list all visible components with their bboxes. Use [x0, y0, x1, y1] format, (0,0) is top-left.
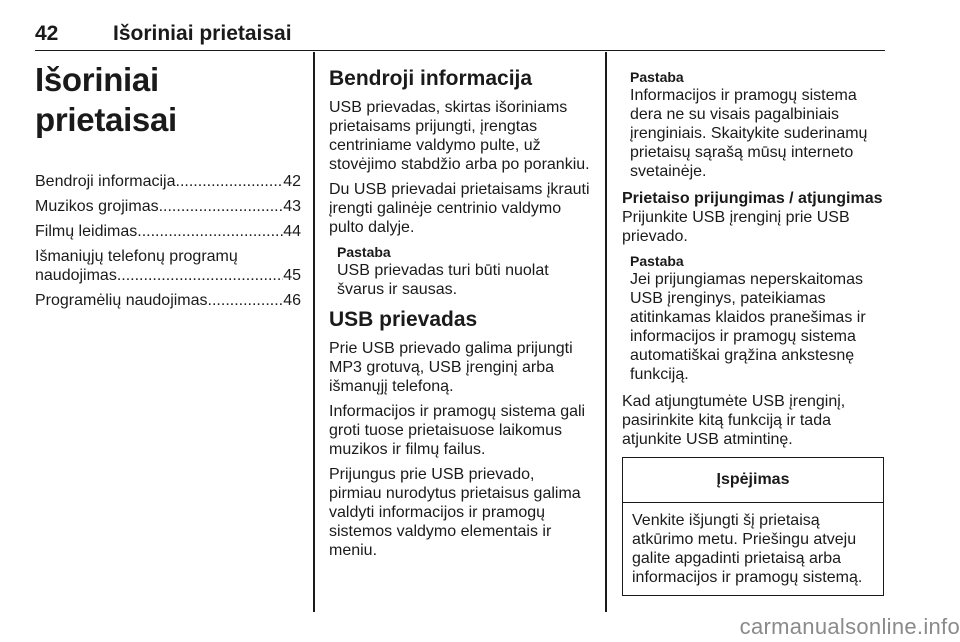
section-title: Bendroji informacija — [329, 67, 533, 90]
toc-entry-page: 45 — [283, 267, 301, 284]
note-box — [630, 252, 884, 384]
column-divider — [605, 52, 607, 612]
warning-title: Įspėjimas — [623, 458, 883, 503]
toc-entry[interactable] — [35, 197, 301, 216]
toc-entry-label: naudojimas — [35, 267, 117, 284]
content-column-3 — [622, 60, 884, 596]
paragraph: Prie USB prievado galima prijungti MP3 grotuvą, USB įrenginį arba išmanųjį telefoną. — [329, 340, 573, 395]
note-text: USB prievadas turi būti nuolat švarus ir sausas. — [337, 262, 549, 298]
toc-entry-page: 42 — [283, 173, 301, 190]
note-text: Jei prijungiamas neperskaitomas USB įrenginys, pateikiamas atitinkamas klaidos pranešimas ir informacijos ir pramogų sistema automatiškai grąžina ankstesnę funkciją. — [630, 271, 866, 383]
subsection-title: USB prievadas — [329, 308, 478, 331]
toc-entry[interactable] — [35, 247, 301, 285]
paragraph: Du USB prievadai prietaisams įkrauti įrengti galinėje centrinio valdymo pulto dalyje. — [329, 181, 590, 236]
toc-entry-label: Filmų leidimas — [35, 223, 138, 240]
toc-entry-page: 43 — [283, 198, 301, 215]
toc-entry-page: 46 — [283, 292, 301, 309]
toc-entry[interactable] — [35, 172, 301, 191]
paragraph: Prijunkite USB įrenginį prie USB prievado. — [622, 209, 850, 245]
warning-text: Venkite išjungti šį prietaisą atkūrimo metu. Priešingu atveju galite apgadinti prietaisą arba informacijos ir pramogų sistemą. — [632, 512, 863, 586]
note-box — [630, 68, 884, 181]
paragraph: USB prievadas, skirtas išoriniams prietaisams prijungti, įrengtas centriniame valdymo pulte, už stovėjimo stabdžio arba po porankiu. — [329, 99, 590, 173]
toc-entry-label: Išmaniųjų telefonų programų — [35, 248, 238, 265]
toc-entry[interactable] — [35, 222, 301, 241]
paragraph: Informacijos ir pramogų sistema gali groti tuose prietaisuose laikomus muzikos ir filmų failus. — [329, 403, 586, 458]
toc-entry[interactable] — [35, 291, 301, 310]
chapter-title: Išoriniai prietaisai — [35, 61, 177, 138]
subheading: Prietaiso prijungimas / atjungimas — [622, 190, 883, 207]
page-number: 42 — [35, 22, 59, 45]
content-column-2 — [329, 60, 591, 566]
note-text: Informacijos ir pramogų sistema dera ne su visais pagalbiniais įrenginiais. Skaitykite suderinamų prietaisų sąrašą mūsų interneto svetainėje. — [630, 87, 868, 180]
column-divider — [313, 52, 315, 612]
note-label: Pastaba — [630, 253, 684, 269]
paragraph: Prijungus prie USB prievado, pirmiau nurodytus prietaisus galima valdyti informacijos ir pramogų sistemos valdymo elementais ir meniu. — [329, 466, 581, 559]
warning-box — [622, 457, 884, 596]
paragraph: Kad atjungtumėte USB įrenginį, pasirinkite kitą funkciją ir tada atjunkite USB atmintinę. — [622, 393, 846, 448]
running-title: Išoriniai prietaisai — [113, 22, 292, 45]
toc-entry-label: Muzikos grojimas — [35, 198, 159, 215]
toc-column — [35, 60, 301, 316]
page-header — [35, 22, 885, 51]
watermark: carmanualsonline.info — [739, 614, 960, 639]
note-box — [337, 243, 591, 299]
toc-entry-label: Bendroji informacija — [35, 173, 176, 190]
toc-entry-page: 44 — [283, 223, 301, 240]
note-label: Pastaba — [630, 69, 684, 85]
note-label: Pastaba — [337, 244, 391, 260]
toc-entry-label: Programėlių naudojimas — [35, 292, 208, 309]
